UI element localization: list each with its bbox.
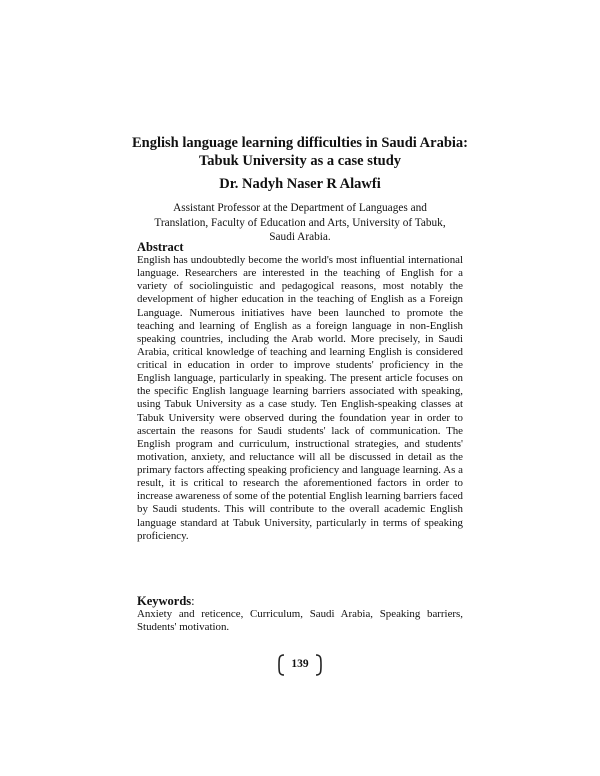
- paper-title-line1: English language learning difficulties in Saudi Arabia:: [132, 135, 468, 151]
- page-number: 139: [291, 658, 309, 670]
- affiliation-line3: Saudi Arabia.: [269, 231, 331, 244]
- keywords-heading: [137, 594, 195, 608]
- keywords-heading-label: Keywords: [137, 594, 192, 608]
- keywords-colon: :: [191, 594, 195, 608]
- author-name: Dr. Nadyh Naser R Alawfi: [219, 176, 381, 192]
- paper-title: [90, 134, 510, 170]
- keywords-text: Anxiety and reticence, Curriculum, Saudi Arabia, Speaking barriers, Students' motivation.: [137, 608, 463, 634]
- abstract-heading: Abstract: [137, 240, 184, 254]
- author-affiliation: [130, 201, 470, 245]
- page-number-box: [276, 654, 324, 676]
- paper-title-line2: Tabuk University as a case study: [198, 153, 402, 169]
- affiliation-line1: Assistant Professor at the Department of Languages and: [173, 202, 427, 214]
- affiliation-line2: Translation, Faculty of Education and Arts, University of Tabuk,: [154, 216, 446, 229]
- abstract-text: English has undoubtedly become the world's most influential international language. Researchers are interested in the teaching of English for a variety of sociolinguistic and pedagogical reasons, most notably the development of higher education in the teaching of English as a Foreign Language. Numerous initiatives have been launched to promote the teaching and learning of English as a foreign language in non-English speaking countries, including the Arab world. More precisely, in Saudi Arabia, critical knowledge of teaching and learning English is considered critical in education in order to improve students' proficiency in the English language, particularly in speaking. The present article focuses on the specific English language learning barriers associated with speaking, using Tabuk University as a case study. Ten English-speaking classes at Tabuk University were observed during the foundation year in order to ascertain the reasons for Saudi students' lack of communication. The English program and curriculum, instructional strategies, and students' motivation, anxiety, and reluctance will all be discussed in detail as the primary factors affecting speaking proficiency and language learning. As a result, it is critical to research the aforementioned factors in order to increase awareness of some of the potential English learning barriers faced by Saudi students. This will contribute to the overall academic English language standard at Tabuk University, particularly in terms of speaking proficiency.: [137, 254, 463, 542]
